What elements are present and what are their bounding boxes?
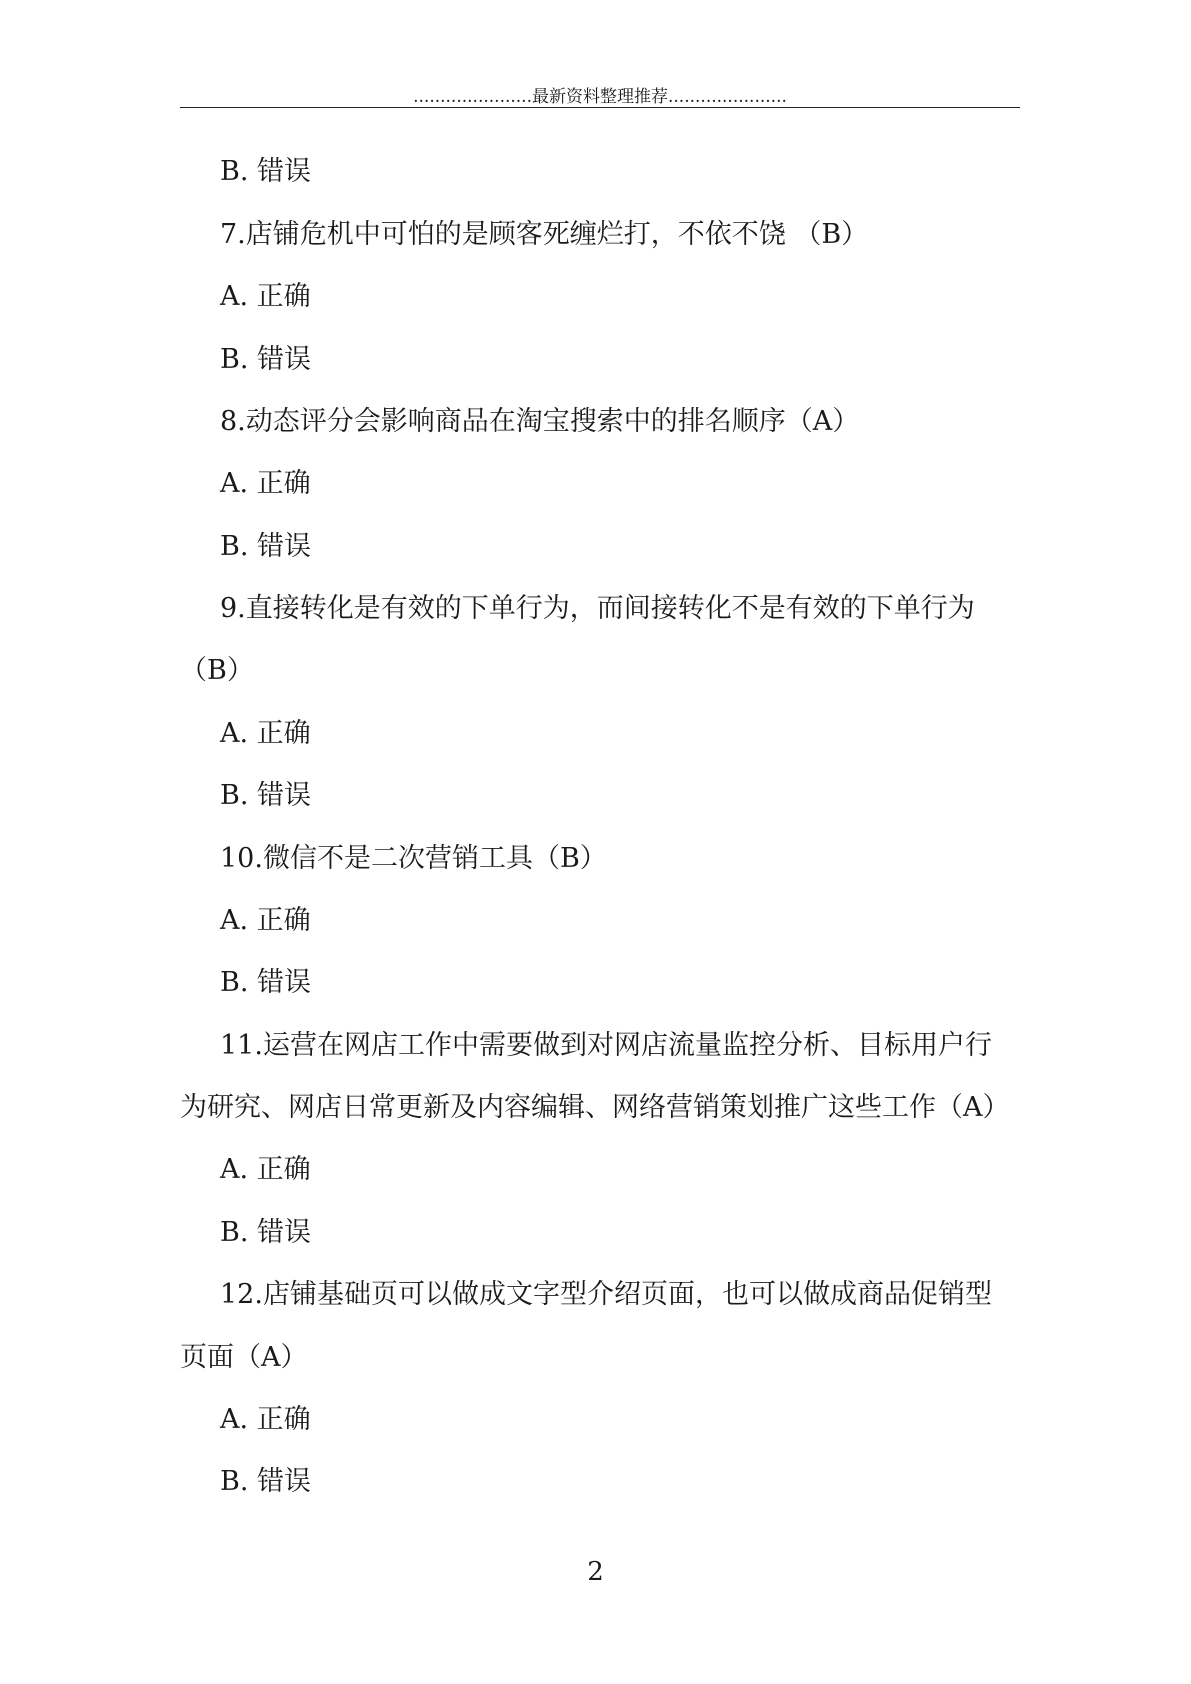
option-b-q9: B. 错误 — [220, 780, 312, 811]
page-number: 2 — [587, 1557, 604, 1587]
option-b-q12: B. 错误 — [220, 1466, 312, 1497]
question-12: 12.店铺基础页可以做成文字型介绍页面，也可以做成商品促销型 — [220, 1279, 992, 1310]
question-12-cont: 页面（A） — [180, 1342, 308, 1373]
option-a-q9: A. 正确 — [220, 718, 311, 749]
question-7: 7.店铺危机中可怕的是顾客死缠烂打，不依不饶 （B） — [220, 219, 869, 250]
question-10: 10.微信不是二次营销工具（B） — [220, 843, 607, 874]
header-divider — [180, 107, 1020, 108]
question-9-cont: （B） — [180, 655, 254, 686]
option-a-q7: A. 正确 — [220, 281, 311, 312]
question-9: 9.直接转化是有效的下单行为，而间接转化不是有效的下单行为 — [220, 593, 975, 624]
page-header: ......................最新资料整理推荐...................... — [413, 87, 787, 107]
option-a-q11: A. 正确 — [220, 1154, 311, 1185]
option-a-q8: A. 正确 — [220, 468, 311, 499]
question-11: 11.运营在网店工作中需要做到对网店流量监控分析、目标用户行 — [220, 1030, 992, 1061]
option-a-q10: A. 正确 — [220, 905, 311, 936]
option-b-q7: B. 错误 — [220, 344, 312, 375]
question-11-cont: 为研究、网店日常更新及内容编辑、网络营销策划推广这些工作（A） — [180, 1092, 1010, 1123]
option-a-q12: A. 正确 — [220, 1404, 311, 1435]
option-b-q6: B. 错误 — [220, 156, 312, 187]
option-b-q8: B. 错误 — [220, 531, 312, 562]
option-b-q11: B. 错误 — [220, 1217, 312, 1248]
question-8: 8.动态评分会影响商品在淘宝搜索中的排名顺序（A） — [220, 406, 860, 437]
option-b-q10: B. 错误 — [220, 967, 312, 998]
